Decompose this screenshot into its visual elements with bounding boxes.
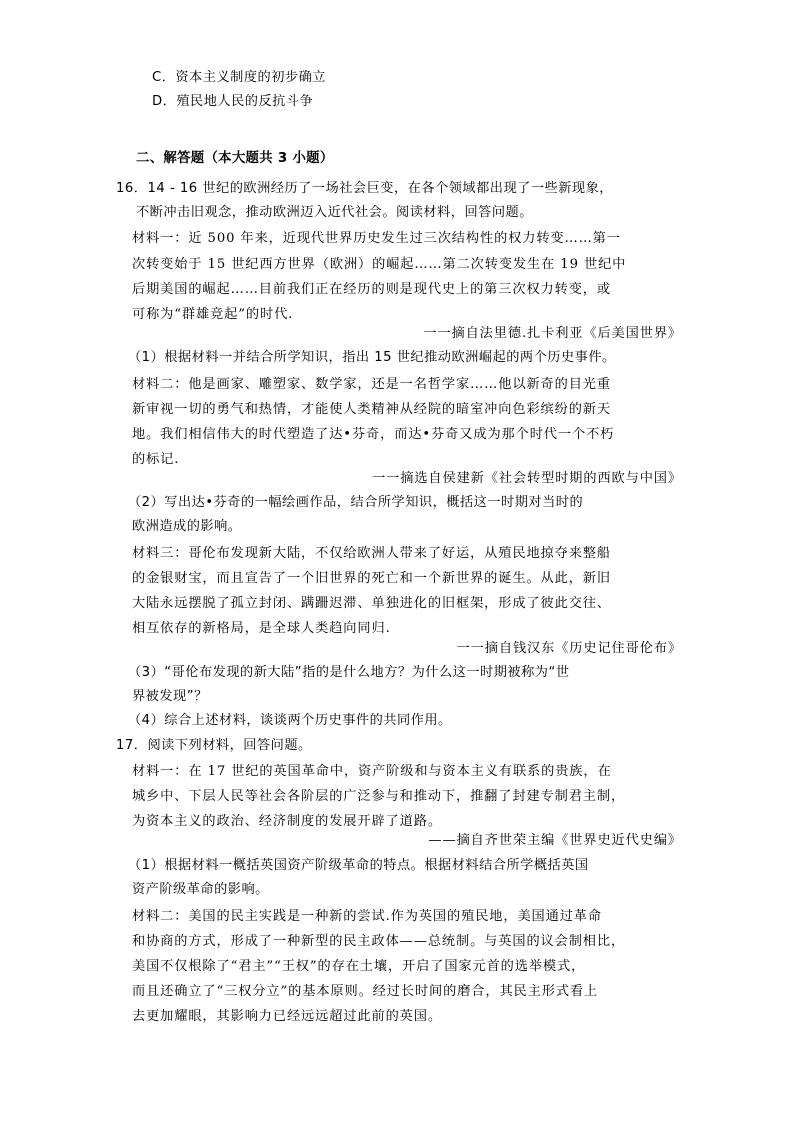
q17-material2-line-3: 美国不仅根除了“君主”“王权”的存在土壤，开启了国家元首的选举模式， — [132, 959, 586, 974]
q17-material2-line-4: 而且还确立了“三权分立”的基本原则。经过长时间的磨合，其民主形式看上 — [132, 984, 599, 999]
q16-material3-line-2: 的金银财宝，而且宣告了一个旧世界的死亡和一个新世界的诞生。从此，新旧 — [132, 571, 611, 586]
q16-sub1: （1）根据材料一并结合所学知识，指出 15 世纪推动欧洲崛起的两个历史事件。 — [128, 350, 616, 365]
q16-material2-line-2: 新审视一切的勇气和热情，才能使人类精神从经院的暗室冲向色彩缤纷的新天 — [132, 402, 611, 417]
q17-sub1-line-1: （1）根据材料一概括英国资产阶级革命的特点。根据材料结合所学概括英国 — [128, 858, 589, 873]
q17-material2-line-5: 去更加耀眼，其影响力已经远远超过此前的英国。 — [132, 1009, 442, 1024]
q16-material2-line-3: 地。我们相信伟大的时代塑造了达•芬奇，而达•芬奇又成为那个时代一个不朽 — [132, 427, 615, 442]
q16-stem-line-2: 不断冲击旧观念，推动欧洲迈入近代社会。阅读材料，回答问题。 — [136, 205, 533, 220]
q16-material1-line-1: 材料一：近 500 年来，近现代世界历史发生过三次结构性的权力转变……第一 — [132, 231, 621, 246]
q16-material3-line-4: 相互依存的新格局，是全球人类趋向同归. — [132, 621, 391, 636]
q16-material1-line-3: 后期美国的崛起……目前我们正在经历的则是现代史上的第三次权力转变，或 — [132, 282, 611, 297]
q16-sub3-line-1: （3）“哥伦布发现的新大陆”指的是什么地方？为什么这一时期被称为“世 — [128, 665, 570, 680]
q17-sub1-line-2: 资产阶级革命的影响。 — [132, 882, 269, 897]
q17-material1-line-1: 材料一：在 17 世纪的英国革命中，资产阶级和与资本主义有联系的贵族，在 — [132, 764, 612, 779]
q16-sub2-line-2: 欧洲造成的影响。 — [132, 519, 242, 534]
q16-material2-line-1: 材料二：他是画家、雕塑家、数学家，还是一名哲学家……他以新奇的目光重 — [132, 377, 611, 392]
option-c: C．资本主义制度的初步确立 — [152, 70, 326, 85]
q17-material1-line-2: 城乡中、下层人民等社会各阶层的广泛参与和推动下，推翻了封建专制君主制， — [132, 789, 626, 804]
q16-stem-line-1: 16．14 - 16 世纪的欧洲经历了一场社会巨变，在各个领域都出现了一些新现象， — [116, 181, 613, 196]
section-heading: 二、解答题（本大题共 3 小题） — [136, 151, 334, 166]
q17-stem: 17．阅读下列材料，回答问题。 — [116, 738, 312, 753]
q17-source1: ——摘自齐世荣主编《世界史近代史编》 — [428, 833, 682, 848]
q16-sub3-line-2: 界被发现”？ — [132, 689, 208, 704]
q16-material2-line-4: 的标记. — [132, 452, 180, 467]
q16-sub4: （4）综合上述材料，谈谈两个历史事件的共同作用。 — [128, 713, 452, 728]
q16-source3: 一一摘自钱汉东《历史记住哥伦布》 — [456, 641, 682, 656]
q17-material2-line-2: 和协商的方式，形成了一种新型的民主政体——总统制。与英国的议会制相比， — [132, 934, 626, 949]
q16-material1-line-2: 次转变始于 15 世纪西方世界（欧洲）的崛起……第二次转变发生在 19 世纪中 — [132, 257, 627, 272]
q16-source2: 一一摘选自侯建新《社会转型时期的西欧与中国》 — [372, 471, 682, 486]
q16-source1: 一一摘自法里德.扎卡利亚《后美国世界》 — [423, 326, 682, 341]
q16-material3-line-3: 大陆永远摆脱了孤立封闭、蹒跚迟滞、单独进化的旧框架，形成了彼此交往、 — [132, 596, 611, 611]
q16-material3-line-1: 材料三：哥伦布发现新大陆，不仅给欧洲人带来了好运，从殖民地掠夺来整船 — [132, 546, 611, 561]
option-d: D．殖民地人民的反抗斗争 — [152, 94, 314, 109]
q17-material2-line-1: 材料二：美国的民主实践是一种新的尝试.作为英国的殖民地，美国通过革命 — [132, 909, 602, 924]
q17-material1-line-3: 为资本主义的政治、经济制度的发展开辟了道路。 — [132, 814, 442, 829]
q16-material1-line-4: 可称为“群雄竞起”的时代. — [132, 307, 294, 322]
q16-sub2-line-1: （2）写出达•芬奇的一幅绘画作品，结合所学知识，概括这一时期对当时的 — [128, 495, 584, 510]
